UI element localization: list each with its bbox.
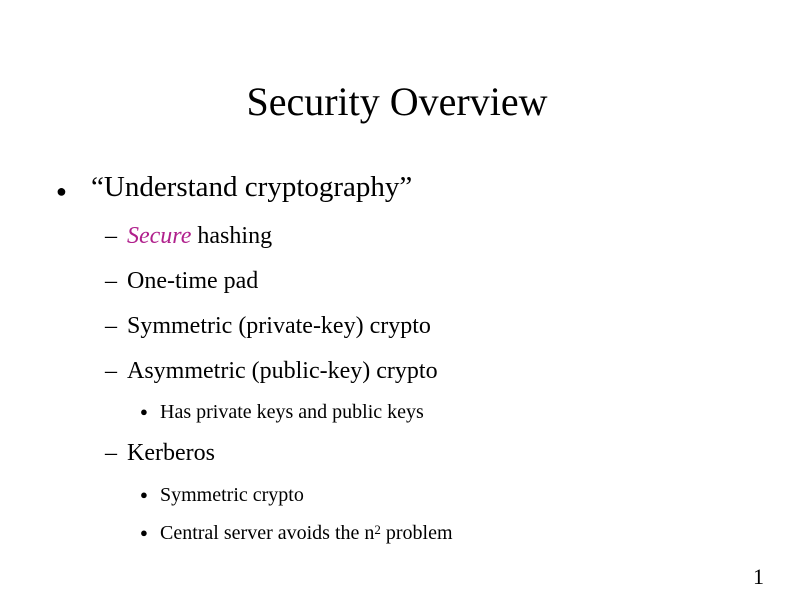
- sub-bullet-icon: ●: [140, 487, 148, 502]
- list-item-symmetric: Symmetric (private-key) crypto: [127, 313, 431, 339]
- list-item-asymmetric: Asymmetric (public-key) crypto: [127, 358, 438, 384]
- page-number: 1: [753, 564, 764, 589]
- sub-bullet-icon: ●: [140, 404, 148, 419]
- central-server-text: Central server avoids the n: [160, 522, 375, 544]
- bullet-icon: ●: [56, 181, 67, 201]
- slide-title: Security Overview: [246, 79, 548, 124]
- sub-bullet-icon: ●: [140, 525, 148, 540]
- list-item-secure-hashing: [127, 219, 272, 253]
- list-item-label: hashing: [191, 223, 273, 249]
- sub-item-symmetric-crypto: Symmetric crypto: [160, 484, 304, 506]
- secure-emphasis: Secure: [127, 223, 192, 249]
- list-item-one-time-pad: One-time pad: [127, 268, 259, 294]
- dash-marker: –: [105, 440, 117, 466]
- sub-item-central-server: [160, 519, 453, 547]
- main-bullet-text: “Understand cryptography”: [91, 171, 413, 203]
- central-server-text-end: problem: [380, 522, 453, 544]
- dash-marker: –: [105, 358, 117, 384]
- dash-marker: –: [105, 223, 117, 249]
- superscript-exponent: 2: [374, 522, 381, 537]
- sub-item-private-public-keys: Has private keys and public keys: [160, 401, 424, 423]
- dash-marker: –: [105, 268, 117, 294]
- dash-marker: –: [105, 313, 117, 339]
- list-item-kerberos: Kerberos: [127, 440, 215, 466]
